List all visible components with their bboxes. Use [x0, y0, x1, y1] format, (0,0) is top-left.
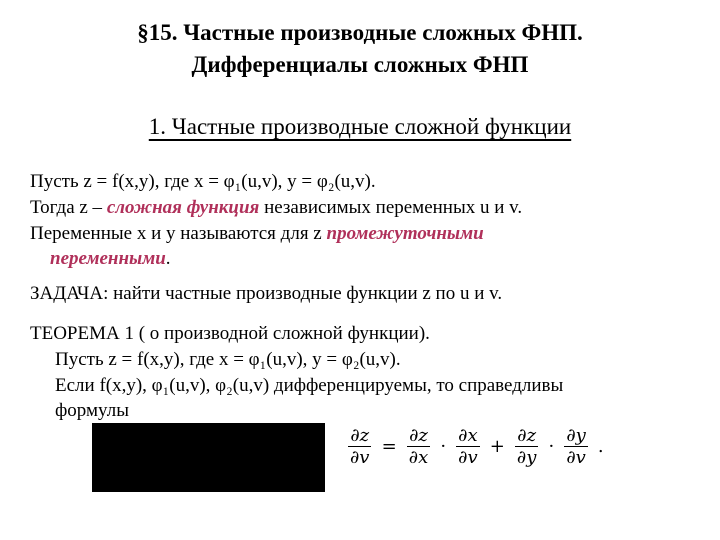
- body-line-2-end: независимых переменных u и v.: [259, 197, 523, 218]
- frac-numerator: ∂z: [515, 425, 538, 447]
- frac-numerator: ∂y: [566, 425, 586, 446]
- body-line-1: Пусть z = f(x,y), где x = φ₁(u,v), y = φ₂(u,v).: [30, 171, 376, 192]
- period: .: [597, 436, 604, 457]
- fraction-dz-dv: [348, 425, 371, 468]
- theorem-title: ТЕОРЕМА 1 ( о производной сложной функции).: [30, 323, 430, 344]
- body-line-2: [30, 196, 522, 220]
- task-statement: ЗАДАЧА: найти частные производные функции z по u и v.: [30, 283, 503, 304]
- term-intermediate: промежуточными: [326, 223, 484, 244]
- page-title-line-1: §15. Частные производные сложных ФНП.: [137, 20, 583, 45]
- frac-denominator: ∂v: [350, 447, 370, 468]
- fraction-dx-dv: [456, 425, 479, 468]
- equals-sign: =: [381, 436, 397, 457]
- frac-numerator: ∂z: [407, 425, 430, 447]
- frac-denominator: ∂v: [458, 447, 478, 468]
- fraction-dz-dy: [515, 425, 538, 468]
- theorem-line-1: Пусть z = f(x,y), где x = φ₁(u,v), y = φ₂(u,v).: [55, 349, 401, 370]
- dot-operator: ·: [548, 436, 555, 457]
- term-composite-function: сложная функция: [106, 197, 260, 218]
- term-variables: переменными: [50, 248, 166, 269]
- dot-operator: ·: [440, 436, 447, 457]
- theorem-line-2: Если f(x,y), φ₁(u,v), φ₂(u,v) дифференцируемы, то справедливы: [55, 375, 564, 396]
- theorem-line-3: формулы: [55, 400, 129, 421]
- frac-denominator: ∂y: [516, 447, 537, 468]
- black-box: [92, 423, 325, 492]
- frac-denominator: ∂x: [408, 447, 429, 468]
- body-line-3-start: Переменные x и y называются для z: [30, 223, 327, 244]
- fraction-dz-dx: [407, 425, 430, 468]
- plus-sign: +: [489, 436, 505, 457]
- body-line-4-end: .: [165, 248, 171, 269]
- frac-numerator: ∂z: [348, 425, 371, 447]
- fraction-dy-dv: [564, 425, 587, 468]
- frac-denominator: ∂v: [566, 447, 586, 468]
- body-line-4: [50, 247, 171, 271]
- chain-rule-formula: [345, 425, 606, 468]
- section-subtitle-text: 1. Частные производные сложной функции: [148, 114, 572, 139]
- frac-numerator: ∂x: [456, 425, 479, 447]
- page-title-line-2: Дифференциалы сложных ФНП: [191, 52, 529, 77]
- section-subtitle: [0, 112, 720, 142]
- body-line-3: [30, 222, 484, 246]
- body-line-2-start: Тогда z –: [30, 197, 107, 218]
